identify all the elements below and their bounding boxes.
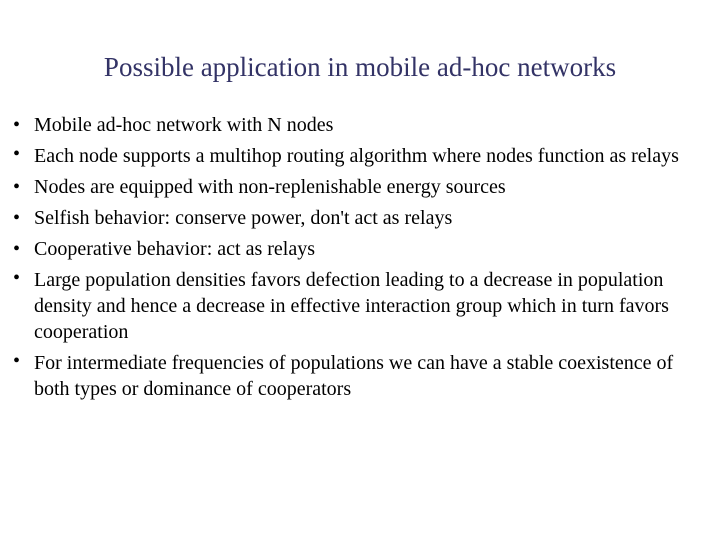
bullet-dot-icon: • — [13, 350, 21, 372]
bullet-item — [0, 234, 720, 265]
bullet-list — [0, 110, 720, 405]
bullet-text: Each node supports a multihop routing algorithm where nodes function as relays — [34, 145, 679, 167]
bullet-item — [0, 141, 720, 172]
bullet-dot-icon: • — [13, 238, 21, 260]
bullet-dot-icon: • — [13, 207, 21, 229]
bullet-dot-icon: • — [13, 176, 21, 198]
bullet-text: Nodes are equipped with non-replenishable energy sources — [34, 176, 506, 198]
slide-title: Possible application in mobile ad-hoc networks — [103, 52, 617, 82]
bullet-text: Mobile ad-hoc network with N nodes — [34, 114, 334, 136]
bullet-dot-icon: • — [13, 143, 21, 165]
bullet-text: Cooperative behavior: act as relays — [34, 238, 315, 260]
bullet-text: Large population densities favors defection leading to a decrease in population density and hence a decrease in effective interaction group which in turn favors cooperation — [34, 269, 669, 343]
bullet-text: Selfish behavior: conserve power, don't act as relays — [34, 207, 453, 229]
bullet-item — [0, 348, 720, 405]
bullet-dot-icon: • — [13, 267, 21, 289]
bullet-text: For intermediate frequencies of populations we can have a stable coexistence of both types or dominance of cooperators — [34, 352, 674, 400]
bullet-item — [0, 265, 720, 348]
bullet-item — [0, 172, 720, 203]
bullet-item — [0, 203, 720, 234]
bullet-item — [0, 110, 720, 141]
bullet-dot-icon: • — [13, 114, 21, 136]
